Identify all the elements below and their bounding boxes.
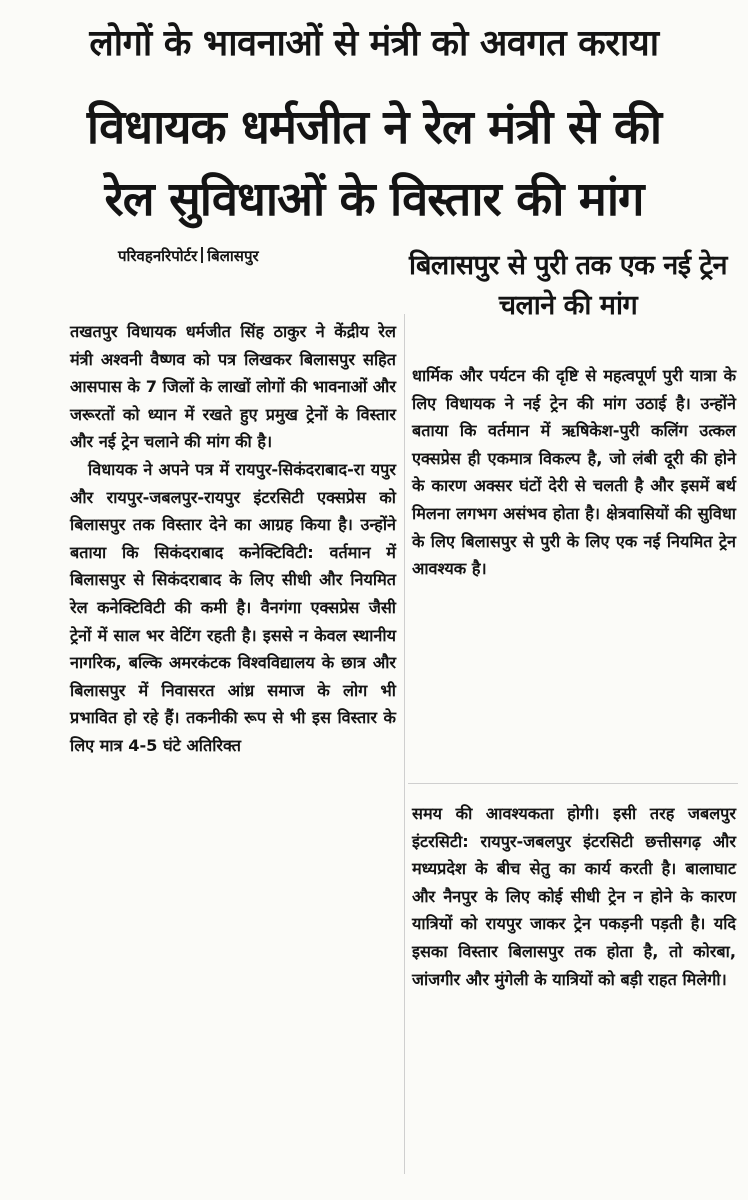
byline bbox=[118, 246, 259, 266]
sub-headline: बिलासपुर से पुरी तक एक नई ट्रेन चलाने की मांग bbox=[409, 250, 727, 321]
byline-separator bbox=[201, 247, 203, 263]
right-column-bottom bbox=[412, 800, 736, 993]
right-paragraph-1: धार्मिक और पर्यटन की दृष्टि से महत्वपूर्ण पुरी यात्रा के लिए विधायक ने नई ट्रेन की मांग उठाई है। उन्होंने बताया कि वर्तमान में ऋषिकेश-पुरी कलिंग उत्कल एक्सप्रेस ही एकमात्र विकल्प है, जो लंबी दूरी की होने के कारण अक्सर घंटों देरी से चलती है और इसमें बर्थ मिलना लगभग असंभव होता है। क्षेत्रवासियों की सुविधा के लिए बिलासपुर से पुरी के लिए एक नई नियमित ट्रेन आवश्यक है। bbox=[412, 366, 736, 579]
section-divider bbox=[408, 783, 738, 784]
byline-place: बिलासपुर bbox=[207, 247, 259, 265]
column-divider bbox=[404, 314, 405, 1174]
byline-source: परिवहनरिपोर्टर bbox=[118, 247, 198, 265]
right-column-top bbox=[412, 362, 736, 583]
left-paragraph-1: तखतपुर विधायक धर्मजीत सिंह ठाकुर ने केंद्रीय रेल मंत्री अश्वनी वैष्णव को पत्र लिखकर बिलासपुर सहित आसपास के 7 जिलों के लाखों लोगों की भावनाओं और जरूरतों को ध्यान में रखते हुए प्रमुख ट्रेनों के विस्तार और नई ट्रेन चलाने की मांग की है। bbox=[70, 322, 396, 452]
headline-line-2: रेल सुविधाओं के विस्तार की मांग bbox=[104, 172, 644, 227]
right-paragraph-2: समय की आवश्यकता होगी। इसी तरह जबलपुर इंटरसिटी: रायपुर-जबलपुर इंटरसिटी छत्तीसगढ़ और मध्यप्रदेश के बीच सेतु का कार्य करती है। बालाघाट और नैनपुर के लिए कोई सीधी ट्रेन न होने के कारण यात्रियों को रायपुर जाकर ट्रेन पकड़नी पड़ती है। यदि इसका विस्तार बिलासपुर तक होता है, तो कोरबा, जांजगीर और मुंगेली के यात्रियों को बड़ी राहत मिलेगी। bbox=[412, 804, 736, 989]
headline-line-1: विधायक धर्मजीत ने रेल मंत्री से की bbox=[86, 100, 662, 155]
left-column bbox=[70, 318, 396, 760]
left-paragraph-2: विधायक ने अपने पत्र में रायपुर-सिकंदराबाद-रा यपुर और रायपुर-जबलपुर-रायपुर इंटरसिटी एक्सप्रेस को बिलासपुर तक विस्तार देने का आग्रह किया है। उन्होंने बताया कि सिकंदराबाद कनेक्टिविटी: वर्तमान में बिलासपुर से सिकंदराबाद के लिए सीधी और नियमित रेल कनेक्टिविटी की कमी है। वैनगंगा एक्सप्रेस जैसी ट्रेनों में साल भर वेटिंग रहती है। इससे न केवल स्थानीय नागरिक, बल्कि अमरकंटक विश्वविद्यालय के छात्र और बिलासपुर में निवासरत आंध्र समाज के लोग भी प्रभावित हो रहे हैं। तकनीकी रूप से भी इस विस्तार के लिए मात्र 4-5 घंटे अतिरिक्त bbox=[70, 459, 396, 755]
kicker-headline: लोगों के भावनाओं से मंत्री को अवगत कराया bbox=[89, 23, 659, 64]
main-headline bbox=[20, 92, 728, 236]
